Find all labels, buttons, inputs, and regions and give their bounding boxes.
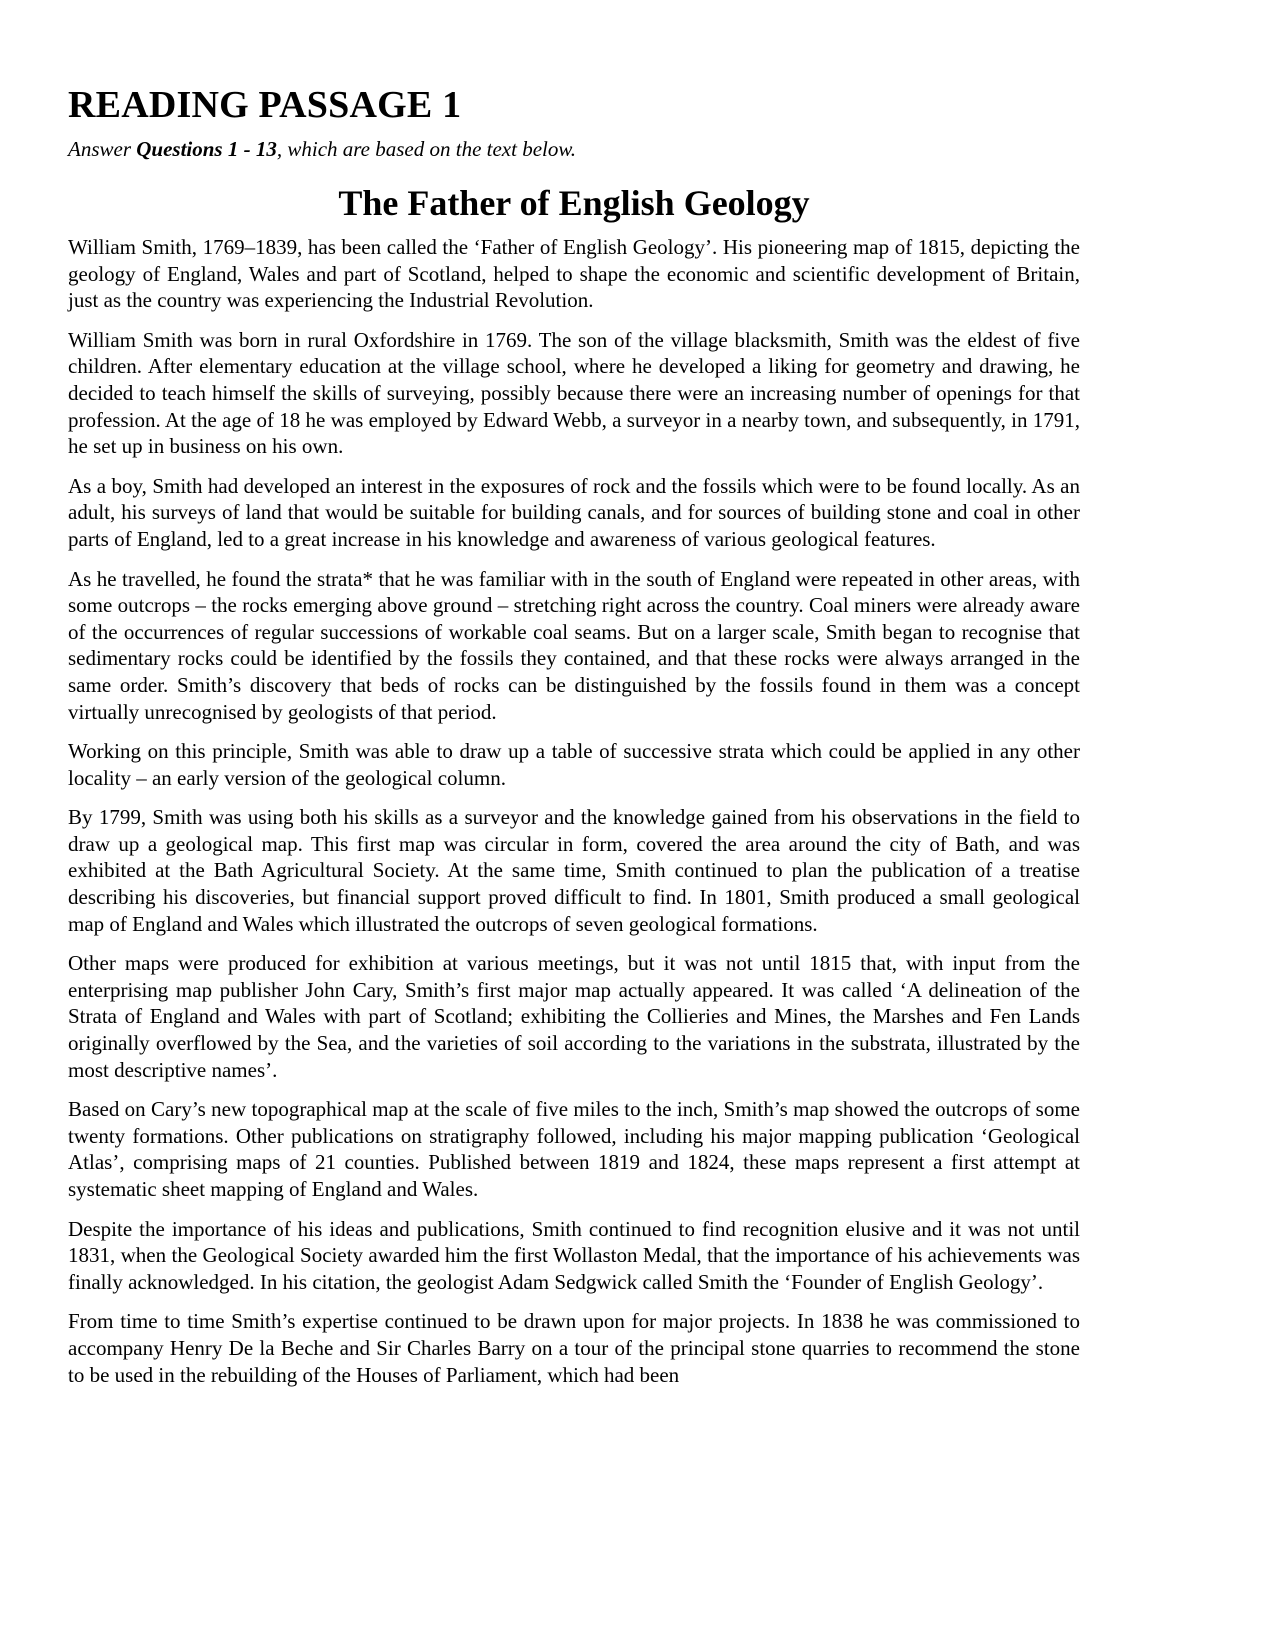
paragraph-4: As he travelled, he found the strata* that he was familiar with in the south of England were repeated in other areas, with some outcrops – the rocks emerging above ground – stretching right across the country. Coal miners were already aware of the occurrences of regular successions of workable coal seams. But on a larger scale, Smith began to recognise that sedimentary rocks could be identified by the fossils they contained, and that these rocks were always arranged in the same order. Smith’s discovery that beds of rocks can be distinguished by the fossils found in them was a concept virtually unrecognised by geologists of that period. [68, 566, 1080, 724]
article-body [68, 234, 1080, 1388]
paragraph-7: Other maps were produced for exhibition at various meetings, but it was not until 1815 that, with input from the enterprising map publisher John Cary, Smith’s first major map actually appeared. It was called ‘A delineation of the Strata of England and Wales with part of Scotland; exhibiting the Collieries and Mines, the Marshes and Fen Lands originally overflowed by the Sea, and the varieties of soil according to the variations in the substrata, illustrated by the most descriptive names’. [68, 951, 1080, 1082]
paragraph-6: By 1799, Smith was using both his skills as a surveyor and the knowledge gained from his observations in the field to draw up a geological map. This first map was circular in form, covered the area around the city of Bath, and was exhibited at the Bath Agricultural Society. At the same time, Smith continued to plan the publication of a treatise describing his discoveries, but financial support proved difficult to find. In 1801, Smith produced a small geological map of England and Wales which illustrated the outcrops of seven geological formations. [68, 805, 1080, 936]
paragraph-9: Despite the importance of his ideas and publications, Smith continued to find recognition elusive and it was not until 1831, when the Geological Society awarded him the first Wollaston Medal, that the importance of his achievements was finally acknowledged. In his citation, the geologist Adam Sedgwick called Smith the ‘Founder of English Geology’. [68, 1216, 1080, 1294]
instruction-line [68, 134, 1080, 164]
instruction-questions: Questions 1 - 13 [136, 137, 277, 161]
instruction-prefix: Answer [68, 137, 137, 161]
paragraph-5: Working on this principle, Smith was able to draw up a table of successive strata which could be applied in any other locality – an early version of the geological column. [68, 739, 1080, 790]
paragraph-8: Based on Cary’s new topographical map at the scale of five miles to the inch, Smith’s map showed the outcrops of some twenty formations. Other publications on stratigraphy followed, including his major mapping publication ‘Geological Atlas’, comprising maps of 21 counties. Published between 1819 and 1824, these maps represent a first attempt at systematic sheet mapping of England and Wales. [68, 1097, 1080, 1201]
article-title: The Father of English Geology [338, 183, 810, 223]
paragraph-3: As a boy, Smith had developed an interest in the exposures of rock and the fossils which were to be found locally. As an adult, his surveys of land that would be suitable for building canals, and for sources of building stone and coal in other parts of England, led to a great increase in his knowledge and awareness of various geological features. [68, 473, 1080, 551]
paragraph-2: William Smith was born in rural Oxfordshire in 1769. The son of the village blacksmith, Smith was the eldest of five children. After elementary education at the village school, where he developed a liking for geometry and drawing, he decided to teach himself the skills of surveying, possibly because there were an increasing number of openings for that profession. At the age of 18 he was employed by Edward Webb, a surveyor in a nearby town, and subsequently, in 1791, he set up in business on his own. [68, 327, 1080, 459]
document-page [68, 78, 1080, 1401]
paragraph-1: William Smith, 1769–1839, has been called the ‘Father of English Geology’. His pioneering map of 1815, depicting the geology of England, Wales and part of Scotland, helped to shape the economic and scientific development of Britain, just as the country was experiencing the Industrial Revolution. [68, 235, 1080, 313]
paragraph-10: From time to time Smith’s expertise continued to be drawn upon for major projects. In 1838 he was commissioned to accompany Henry De la Beche and Sir Charles Barry on a tour of the principal stone quarries to recommend the stone to be used in the rebuilding of the Houses of Parliament, which had been [68, 1309, 1080, 1387]
section-heading: READING PASSAGE 1 [68, 84, 462, 126]
instruction-suffix: , which are based on the text below. [276, 137, 577, 161]
